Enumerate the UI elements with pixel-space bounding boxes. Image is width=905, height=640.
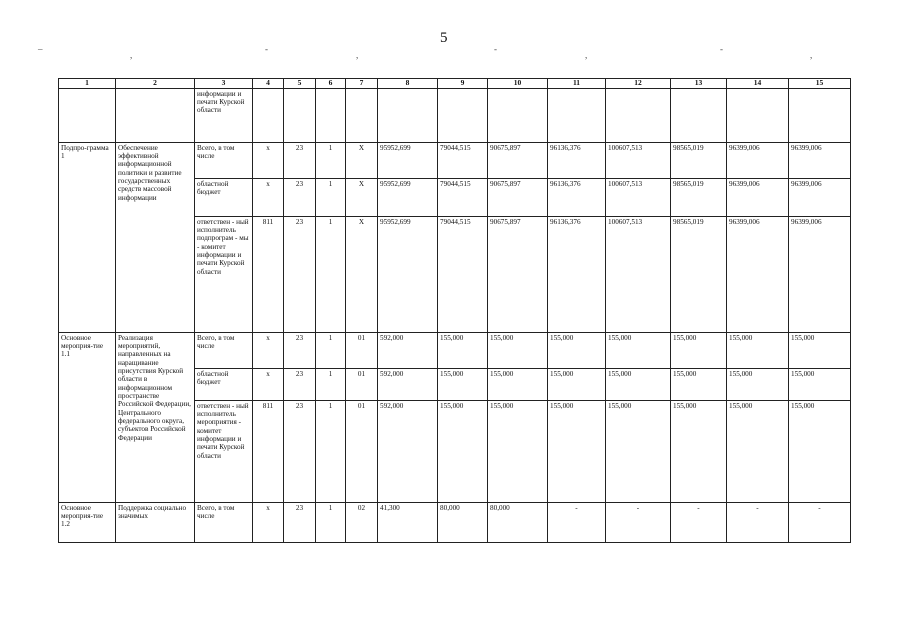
value-cell: 79044,515	[438, 178, 488, 216]
column-header: 11	[548, 79, 606, 89]
group-title: Реализация мероприятий, направленных на наращивание присутствия Курской области в информационном пространстве Российской Федерации, Центрального федерального округа, субъектов Российской Федерации	[116, 332, 195, 502]
value-cell: 96136,376	[548, 216, 606, 332]
code-cell: 1	[316, 142, 346, 178]
value-cell: 96399,006	[727, 216, 789, 332]
row-label: Всего, в том числе	[195, 332, 253, 368]
group-name: Основное мероприя-тие 1.1	[59, 332, 116, 502]
code-cell: 01	[346, 368, 378, 400]
value-cell: 155,000	[789, 400, 851, 502]
code-cell: 23	[284, 178, 316, 216]
scan-mark: -	[265, 44, 268, 54]
value-cell: 155,000	[548, 332, 606, 368]
group-name: Основное мероприя-тие 1.2	[59, 502, 116, 542]
row-label: Всего, в том числе	[195, 502, 253, 542]
row-label: Всего, в том числе	[195, 142, 253, 178]
code-cell: х	[253, 142, 284, 178]
value-cell: 96399,006	[789, 216, 851, 332]
value-cell: 79044,515	[438, 216, 488, 332]
value-cell: -	[789, 502, 851, 542]
code-cell: 811	[253, 216, 284, 332]
value-cell: 95952,699	[378, 216, 438, 332]
value-cell: 96399,006	[789, 142, 851, 178]
value-cell: 155,000	[438, 368, 488, 400]
value-cell: 155,000	[438, 400, 488, 502]
code-cell: Х	[346, 178, 378, 216]
code-cell: 23	[284, 400, 316, 502]
value-cell: 155,000	[438, 332, 488, 368]
code-cell: 1	[316, 400, 346, 502]
code-cell: 1	[316, 502, 346, 542]
scan-mark: ,	[130, 50, 133, 60]
value-cell: 96136,376	[548, 142, 606, 178]
value-cell: 100607,513	[606, 142, 671, 178]
continuation-row	[59, 88, 851, 142]
code-cell: 1	[316, 368, 346, 400]
group-title: Поддержка социально значимых	[116, 502, 195, 542]
value-cell: 155,000	[488, 332, 548, 368]
value-cell: 155,000	[727, 332, 789, 368]
scan-mark: -	[494, 44, 497, 54]
value-cell: 90675,897	[488, 216, 548, 332]
column-header: 4	[253, 79, 284, 89]
value-cell: -	[727, 502, 789, 542]
value-cell: 155,000	[488, 368, 548, 400]
value-cell: 155,000	[671, 368, 727, 400]
row-label: ответствен - ный исполнитель мероприятия - комитет информации и печати Курской области	[195, 400, 253, 502]
column-header: 9	[438, 79, 488, 89]
value-cell: 155,000	[606, 368, 671, 400]
column-header: 3	[195, 79, 253, 89]
column-header: 14	[727, 79, 789, 89]
group-name: Подпро-грамма 1	[59, 142, 116, 332]
value-cell: -	[548, 502, 606, 542]
row-label: областной бюджет	[195, 178, 253, 216]
code-cell: 23	[284, 332, 316, 368]
table-row	[59, 502, 851, 542]
value-cell: 592,000	[378, 400, 438, 502]
column-header: 6	[316, 79, 346, 89]
value-cell: 155,000	[488, 400, 548, 502]
value-cell: 155,000	[671, 332, 727, 368]
header-row	[59, 79, 851, 89]
table-row	[59, 332, 851, 368]
value-cell: 96399,006	[789, 178, 851, 216]
value-cell: 79044,515	[438, 142, 488, 178]
value-cell: 155,000	[727, 368, 789, 400]
table-row	[59, 142, 851, 178]
value-cell: 80,000	[488, 502, 548, 542]
value-cell: 80,000	[438, 502, 488, 542]
budget-table	[58, 78, 851, 543]
value-cell: 155,000	[606, 400, 671, 502]
column-header: 7	[346, 79, 378, 89]
column-header: 5	[284, 79, 316, 89]
column-header: 8	[378, 79, 438, 89]
code-cell: 1	[316, 178, 346, 216]
code-cell: 23	[284, 502, 316, 542]
column-header: 12	[606, 79, 671, 89]
value-cell: 90675,897	[488, 178, 548, 216]
value-cell: 98565,019	[671, 178, 727, 216]
value-cell: 95952,699	[378, 142, 438, 178]
code-cell: х	[253, 368, 284, 400]
code-cell: х	[253, 178, 284, 216]
value-cell: 100607,513	[606, 216, 671, 332]
group-title: Обеспечение эффективной информационной политики и развитие государственных средств массовой информации	[116, 142, 195, 332]
value-cell: 98565,019	[671, 142, 727, 178]
column-header: 2	[116, 79, 195, 89]
value-cell: 90675,897	[488, 142, 548, 178]
value-cell: 98565,019	[671, 216, 727, 332]
scan-mark: –	[38, 44, 43, 54]
value-cell: 100607,513	[606, 178, 671, 216]
value-cell: 155,000	[548, 400, 606, 502]
value-cell: 96399,006	[727, 178, 789, 216]
value-cell: 155,000	[789, 332, 851, 368]
code-cell: 01	[346, 400, 378, 502]
code-cell: 1	[316, 332, 346, 368]
value-cell: 41,300	[378, 502, 438, 542]
code-cell: х	[253, 332, 284, 368]
code-cell: Х	[346, 142, 378, 178]
code-cell: х	[253, 502, 284, 542]
value-cell: 155,000	[727, 400, 789, 502]
scan-mark: ,	[585, 50, 588, 60]
scan-mark: ,	[810, 50, 813, 60]
scan-mark: ,	[356, 50, 359, 60]
code-cell: 01	[346, 332, 378, 368]
row-label: ответствен - ный исполнитель подпрограм - мы - комитет информации и печати Курской области	[195, 216, 253, 332]
column-header: 15	[789, 79, 851, 89]
scan-mark: -	[720, 44, 723, 54]
value-cell: 155,000	[606, 332, 671, 368]
value-cell: 95952,699	[378, 178, 438, 216]
code-cell: 23	[284, 216, 316, 332]
column-header: 10	[488, 79, 548, 89]
value-cell: 592,000	[378, 332, 438, 368]
value-cell: 155,000	[671, 400, 727, 502]
code-cell: Х	[346, 216, 378, 332]
value-cell: 155,000	[789, 368, 851, 400]
code-cell: 23	[284, 142, 316, 178]
value-cell: 96136,376	[548, 178, 606, 216]
row-label: областной бюджет	[195, 368, 253, 400]
column-header: 1	[59, 79, 116, 89]
code-cell: 811	[253, 400, 284, 502]
value-cell: 155,000	[548, 368, 606, 400]
code-cell: 02	[346, 502, 378, 542]
value-cell: 96399,006	[727, 142, 789, 178]
value-cell: -	[606, 502, 671, 542]
code-cell: 23	[284, 368, 316, 400]
column-header: 13	[671, 79, 727, 89]
value-cell: -	[671, 502, 727, 542]
page-number: 5	[440, 30, 448, 46]
code-cell: 1	[316, 216, 346, 332]
continuation-text: информации и печати Курской области	[195, 88, 253, 142]
value-cell: 592,000	[378, 368, 438, 400]
